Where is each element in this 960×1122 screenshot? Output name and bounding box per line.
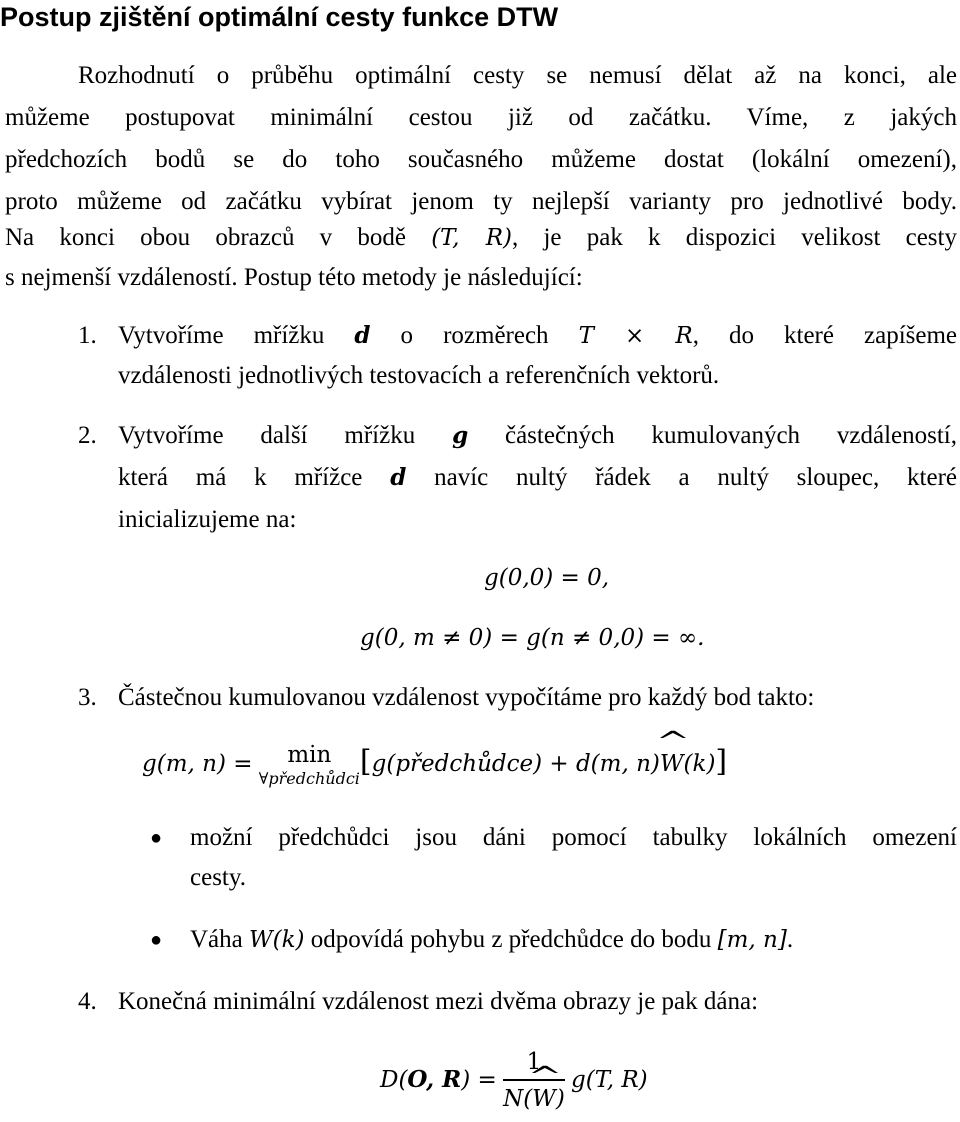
list-number: 3. xyxy=(78,684,97,711)
math-symbol: d xyxy=(354,322,371,349)
intro-line-4: proto můžeme od začátku vybírat jenom ty nejlepší varianty pro jednotlivé body. xyxy=(5,188,957,215)
fraction-numerator: 1 xyxy=(503,1045,565,1081)
step-text: o rozměrech xyxy=(400,322,549,349)
list-number: 4. xyxy=(78,988,97,1015)
step-1-line-1 xyxy=(118,316,957,356)
math-expression: g(předchůdce) + d(m, n) xyxy=(371,751,660,777)
math-expression: [m, n] xyxy=(717,927,787,953)
min-label: min xyxy=(287,742,332,768)
bullet-icon: ● xyxy=(150,929,163,951)
list-number: 2. xyxy=(78,422,97,449)
min-subscript: ∀předchůdci xyxy=(258,769,360,788)
intro-line-5 xyxy=(5,218,957,258)
equation-final-distance xyxy=(380,1040,648,1120)
step-2-line-3: inicializujeme na: xyxy=(118,506,297,533)
intro-text: , je pak k dispozici velikost cesty xyxy=(512,224,957,251)
math-expression: D( xyxy=(380,1067,408,1093)
bracket-close: ] xyxy=(715,744,728,779)
bracket-open: [ xyxy=(359,744,372,779)
step-text: Vytvoříme mřížku xyxy=(118,322,325,349)
fraction-denominator xyxy=(503,1081,565,1117)
math-expression: T × R xyxy=(578,323,693,349)
equation-init-2: g(0, m ≠ 0) = g(n ≠ 0,0) = ∞. xyxy=(360,625,705,651)
weight-hat-symbol: ^ W xyxy=(249,920,273,960)
step-4-line-1: Konečná minimální vzdálenost mezi dvěma obrazy je pak dána: xyxy=(118,988,759,1015)
equation-init-1: g(0,0) = 0, xyxy=(484,565,610,591)
step-text: Vytvoříme další mřížku xyxy=(118,422,416,449)
math-symbol: g xyxy=(452,422,469,449)
step-text: částečných kumulovaných vzdáleností, xyxy=(504,422,957,449)
bullet-text: odpovídá pohybu z předchůdce do bodu xyxy=(310,926,712,953)
step-text: navíc nultý řádek a nultý sloupec, které xyxy=(434,464,957,491)
fraction xyxy=(503,1045,565,1117)
math-expression: N( xyxy=(503,1086,533,1113)
bullet-1-line-1: možní předchůdci jsou dáni pomocí tabulky lokálních omezení xyxy=(190,824,957,851)
bullet-text: Váha xyxy=(190,926,243,953)
math-expression: (T, R) xyxy=(431,225,513,251)
math-expression: ) = xyxy=(461,1067,497,1093)
bullet-icon: ● xyxy=(150,827,163,849)
math-symbol: O, R xyxy=(407,1066,462,1093)
math-expression: ) xyxy=(555,1086,565,1113)
math-symbol: d xyxy=(390,464,407,491)
min-operator xyxy=(259,740,360,788)
intro-text: Na konci obou obrazců v bodě xyxy=(5,224,406,251)
intro-line-1: Rozhodnutí o průběhu optimální cesty se nemusí dělat až na konci, ale xyxy=(78,62,957,89)
list-number: 1. xyxy=(78,322,97,349)
intro-line-3: předchozích bodů se do toho současného můžeme dostat (lokální omezení), xyxy=(5,146,957,173)
math-expression: (k) xyxy=(272,927,305,953)
intro-line-6: s nejmenší vzdáleností. Postup této metody je následující: xyxy=(5,264,583,291)
intro-line-2: můžeme postupovat minimální cestou již od začátku. Víme, z jakých xyxy=(5,104,957,131)
equation-recurrence xyxy=(142,740,727,800)
math-expression: g(T, R) xyxy=(571,1067,648,1093)
weight-hat-symbol: ^ W xyxy=(532,1081,556,1117)
step-1-line-2: vzdálenosti jednotlivých testovacích a referenčních vektorů. xyxy=(118,362,720,389)
weight-hat-symbol: ^ W xyxy=(660,742,684,786)
step-2-line-2 xyxy=(118,458,957,498)
math-expression: (k) xyxy=(683,751,716,777)
bullet-1-line-2: cesty. xyxy=(190,864,246,891)
page-title: Postup zjištění optimální cesty funkce DTW xyxy=(0,2,559,32)
step-text: , do které zapíšeme xyxy=(692,322,957,349)
step-text: která má k mřížce xyxy=(118,464,363,491)
math-expression: g(m, n) = xyxy=(142,751,253,777)
bullet-text: . xyxy=(786,926,794,953)
step-2-line-1 xyxy=(118,416,957,456)
step-3-line-1: Částečnou kumulovanou vzdálenost vypočítáme pro každý bod takto: xyxy=(118,684,815,711)
bullet-2-line-1 xyxy=(190,920,957,960)
